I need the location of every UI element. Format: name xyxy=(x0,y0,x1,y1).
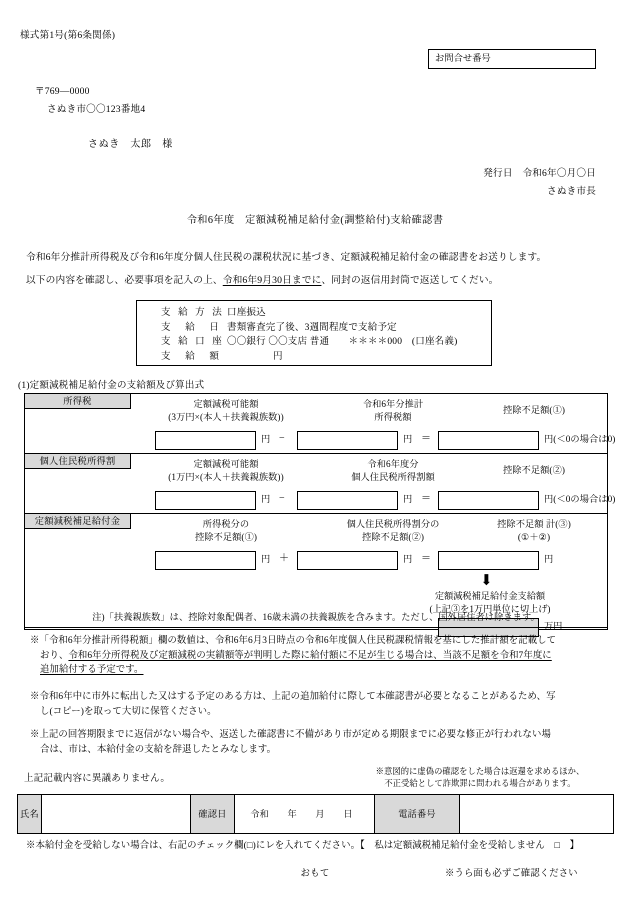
column-header-shortfall-1: 控除不足額(①) xyxy=(502,405,566,415)
confirm-date-label-cell: 確認日 xyxy=(191,795,235,833)
operator-minus: − xyxy=(279,433,285,444)
payment-amount-value: 円 xyxy=(273,352,283,363)
input-shortfall-total[interactable] xyxy=(438,551,539,570)
fraud-warning-line-2: 不正受給として詐欺罪に問われる場合があります。 xyxy=(384,779,576,789)
recipient-name: さぬき 太郎 様 xyxy=(88,139,173,150)
payment-date-label: 支 給 日 xyxy=(161,322,222,333)
operator-plus: ＋ xyxy=(279,553,289,564)
table-row xyxy=(25,394,616,454)
input-estimated-income-tax[interactable] xyxy=(297,431,398,450)
unit-yen-note: 円(＜0の場合は0) xyxy=(544,494,616,504)
column-header-deduction-available: 定額減税可能額 (3万円×(本人＋扶養親族数)) xyxy=(168,399,284,423)
final-amount-caption: 定額減税補足給付金支給額 (上記③を1万円単位に切上げ) xyxy=(429,591,551,615)
form-number: 様式第1号(第6条関係) xyxy=(20,30,116,41)
note-3-part-a: ※上記の回答期限までに返信がない場合や、返送した確認書に不備があり市が定める期限までに必要な修正が行われない場 xyxy=(30,730,551,740)
telephone-label-cell: 電話番号 xyxy=(375,795,460,833)
note-2-part-a: ※令和6年中に市外に転出した又はする予定のある方は、上記の追加給付に際して本確認書が必要となることがあるため、写 xyxy=(30,692,556,702)
intro-line-1: 令和6年分推計所得税及び令和6年度分個人住民税の課税状況に基づき、定額減税補足給付金の確認書をお送りします。 xyxy=(26,252,547,263)
column-header-shortfall-resident-part: 個人住民税所得割分の 控除不足額(②) xyxy=(346,519,440,543)
inquiry-number-box[interactable] xyxy=(428,49,596,69)
issuer-name: さぬき市長 xyxy=(547,186,596,197)
note-1 xyxy=(30,634,610,678)
column-header-resident-tax-amount: 令和6年度分 個人住民税所得割額 xyxy=(351,459,435,483)
telephone-input-cell[interactable] xyxy=(460,795,613,833)
payment-row xyxy=(161,306,491,321)
table-row: 定額減税補足給付金 所得税分の 控除不足額(①) 個人住民税所得割分の 控除不足額(②) 控除不足額 計(③) (①＋②) 円 ＋ 円 ＝ 円 ⬇ 定額減税補足給付金支給額 (上記③を1万円単位に切上げ) 万円 xyxy=(25,514,607,629)
agreement-text: 上記記載内容に異議ありません。 xyxy=(24,774,171,784)
column-header-shortfall-income-part: 所得税分の 控除不足額(①) xyxy=(194,519,258,543)
intro-deadline: 令和6年9月30日までに xyxy=(222,275,322,286)
unit-man-yen: 万円 xyxy=(544,621,563,631)
unit-yen: 円 xyxy=(261,554,271,564)
unit-yen: 円 xyxy=(544,554,554,564)
note-3 xyxy=(30,728,610,757)
intro-line-2-post: 、同封の返信用封筒で返送してくだい。 xyxy=(321,275,499,286)
payment-date-value: 書類審査完了後、3週間程度で支給予定 xyxy=(227,322,397,333)
note-3-part-b: 合は、市は、本給付金の支給を辞退したとみなします。 xyxy=(40,744,277,755)
unit-yen: 円 xyxy=(403,554,413,564)
row-label-income-tax: 所得税 xyxy=(25,394,131,409)
row-label-benefit: 定額減税補足給付金 xyxy=(25,514,131,529)
fraud-warning xyxy=(350,766,610,791)
payment-amount-label: 支 給 額 xyxy=(161,352,222,363)
input-resident-tax-amount[interactable] xyxy=(297,491,398,510)
unit-yen-note: 円(＜0の場合は0) xyxy=(544,434,616,444)
payment-method-value: 口座振込 xyxy=(227,308,266,318)
column-header-shortfall-total: 控除不足額 計(③) (①＋②) xyxy=(497,519,571,543)
calculation-table xyxy=(24,393,616,631)
note-1-part-b: おり、令和6年分所得税及び定額減税の実績額等が判明した際に給付額に不足が生じる場合は、当該不足額を令和7年度に xyxy=(40,650,552,661)
table-row xyxy=(25,454,616,514)
confirm-date-input-cell[interactable] xyxy=(235,795,375,833)
input-deduction-available-income-tax[interactable] xyxy=(155,431,256,450)
page-title: 令和6年度 定額減税補足給付金(調整給付)支給確認書 xyxy=(186,215,444,226)
inquiry-number-label: お問合せ番号 xyxy=(435,53,491,64)
note-2-part-b: し(コピー)を取って大切に保管ください。 xyxy=(40,706,217,717)
payment-row xyxy=(161,350,491,365)
payment-info-box xyxy=(136,300,492,366)
signature-table xyxy=(17,794,614,834)
operator-equals: ＝ xyxy=(421,553,431,564)
payment-row xyxy=(161,321,491,336)
input-shortfall-resident-part[interactable] xyxy=(297,551,398,570)
table-footnote: 注)「扶養親族数」は、控除対象配偶者、16歳未満の扶養親族を含みます。ただし、国外居住者は除きます。 xyxy=(24,608,608,628)
payment-account-value: 〇〇銀行 〇〇支店 普通 ＊＊＊＊000 (口座名義) xyxy=(227,337,458,348)
section-1-title: (1)定額減税補足給付金の支給額及び算出式 xyxy=(18,381,205,391)
payment-row xyxy=(161,335,491,350)
recipient-address: さぬき市〇〇123番地4 xyxy=(47,104,146,115)
column-header-estimated-tax: 令和6年分推計 所得税額 xyxy=(362,399,424,423)
issue-date: 発行日 令和6年〇月〇日 xyxy=(483,168,596,179)
unit-yen: 円 xyxy=(403,434,413,444)
name-label-cell: 氏名 xyxy=(18,795,42,833)
input-shortfall-2[interactable] xyxy=(438,491,539,510)
note-2 xyxy=(30,690,610,719)
note-1-part-a: ※「令和6年分推計所得税額」欄の数値は、令和6年6月3日時点の令和6年度個人住民税課税情報を基にした推計額を記載して xyxy=(30,636,557,646)
unit-yen: 円 xyxy=(261,494,271,504)
operator-minus: − xyxy=(279,493,285,504)
unit-yen: 円 xyxy=(403,494,413,504)
row-label-resident-tax: 個人住民税所得割 xyxy=(25,454,131,469)
name-input-cell[interactable] xyxy=(42,795,191,833)
payment-method-label: 支 給 方 法 xyxy=(161,308,225,318)
operator-equals: ＝ xyxy=(421,493,431,504)
operator-equals: ＝ xyxy=(421,433,431,444)
input-shortfall-1[interactable] xyxy=(438,431,539,450)
input-deduction-available-resident-tax[interactable] xyxy=(155,491,256,510)
date-era: 令和 xyxy=(250,808,270,819)
postal-code: 〒769―0000 xyxy=(35,86,90,97)
date-parts xyxy=(235,808,374,820)
column-header-deduction-available: 定額減税可能額 (1万円×(本人＋扶養親族数)) xyxy=(168,459,284,483)
input-shortfall-income-part[interactable] xyxy=(155,551,256,570)
page-side-label: おもて xyxy=(300,869,330,879)
intro-line-2 xyxy=(26,274,499,287)
unit-yen: 円 xyxy=(261,434,271,444)
date-year: 年 xyxy=(287,808,297,819)
note-1-part-c: 追加給付する予定です。 xyxy=(40,665,144,676)
date-month: 月 xyxy=(315,808,325,819)
payment-account-label: 支 給 口 座 xyxy=(161,337,225,348)
fraud-warning-line-1: ※意図的に虚偽の確認をした場合は返還を求めるほか、 xyxy=(375,767,585,776)
column-header-shortfall-2: 控除不足額(②) xyxy=(502,465,566,475)
decline-checkbox-line[interactable]: ※本給付金を受給しない場合は、右記のチェック欄(□)にレを入れてください。【 私は定額減税補足給付金を受給しません □ 】 xyxy=(26,841,580,851)
back-side-notice: ※うら面も必ずご確認ください xyxy=(445,869,578,879)
intro-line-2-pre: 以下の内容を確認し、必要事項を記入の上、 xyxy=(26,275,223,286)
date-day: 日 xyxy=(343,808,353,819)
